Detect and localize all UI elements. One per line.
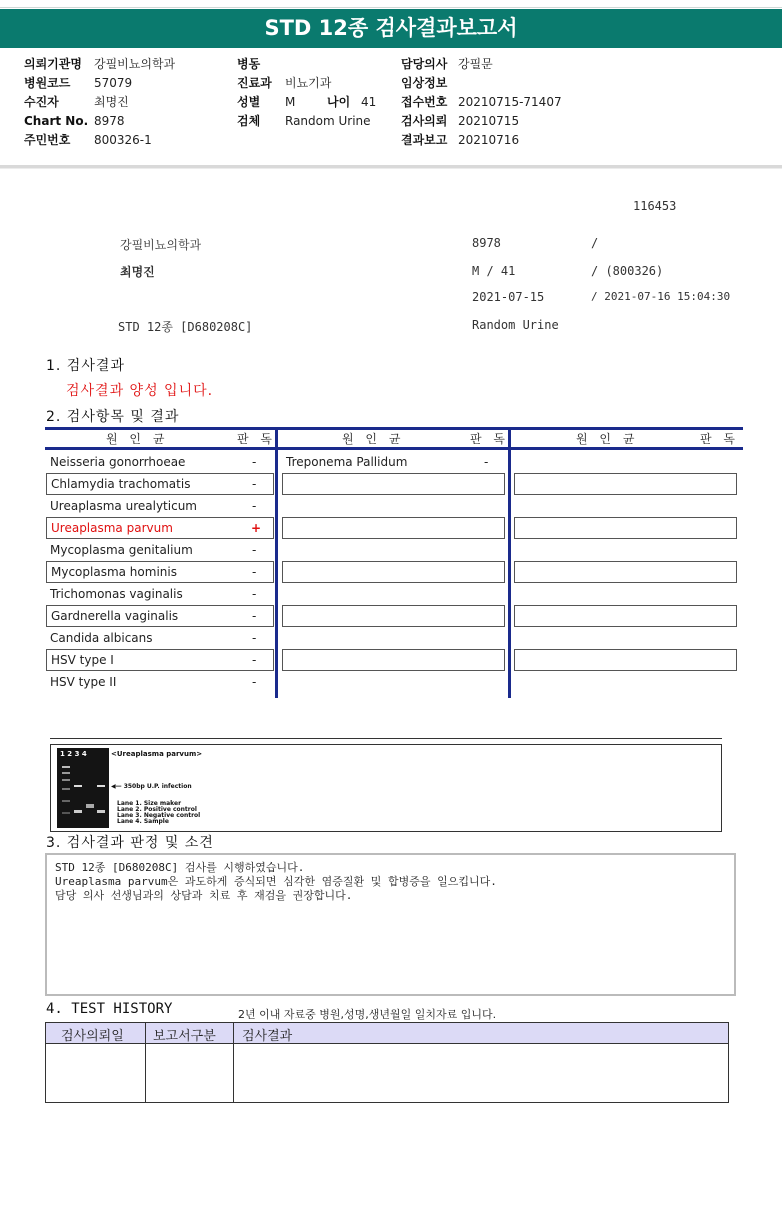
meta-value: 8978 (94, 114, 125, 128)
empty-row-box (514, 561, 737, 583)
organism-name: Mycoplasma hominis (51, 565, 177, 579)
meta-value: 20210716 (458, 133, 520, 147)
organism-name: Treponema Pallidum (286, 455, 408, 469)
organism-row (282, 452, 504, 474)
organism-name: HSV type I (51, 653, 114, 667)
organism-row (46, 561, 274, 583)
gel-band-arrow: ◀— 350bp U.P. infection (111, 783, 192, 790)
organism-result: - (252, 675, 257, 689)
organism-row (46, 473, 274, 495)
meta-value: 800326-1 (94, 133, 152, 147)
info-specimen: Random Urine (472, 318, 559, 332)
empty-row-box (514, 649, 737, 671)
gel-legend-1: Lane 1. Size maker (117, 800, 182, 807)
meta-label: 담당의사 (401, 57, 448, 71)
organism-name: Chlamydia trachomatis (51, 477, 191, 491)
organism-row-positive (46, 517, 274, 539)
grid-header-border (45, 447, 743, 450)
section-2-heading: 2. 검사항목 및 결과 (46, 409, 180, 425)
report-number: 116453 (633, 199, 677, 213)
meta-label: 접수번호 (401, 95, 448, 109)
organism-result: - (252, 565, 257, 579)
history-header-result: 검사결과 (242, 1029, 293, 1044)
meta-col-2 (237, 55, 376, 131)
organism-name: Gardnerella vaginalis (51, 609, 179, 623)
organism-row (46, 540, 274, 562)
meta-label: 진료과 (237, 76, 272, 90)
meta-label: 병원코드 (24, 76, 71, 90)
gel-legend-2: Lane 2. Positive control (117, 806, 197, 813)
organism-result: - (252, 477, 257, 491)
empty-row-box (514, 473, 737, 495)
organism-row (46, 605, 274, 627)
header-organism-3: 원 인 균 (576, 432, 639, 446)
organism-result: - (252, 609, 257, 623)
top-border (0, 0, 782, 8)
organism-name: Trichomonas vaginalis (50, 587, 183, 601)
empty-row-box (282, 649, 505, 671)
info-test-name: STD 12종 [D680208C] (118, 320, 253, 334)
empty-row-box (514, 517, 737, 539)
gel-title: <Ureaplasma parvum> (111, 750, 203, 758)
meta-label: Chart No. (24, 114, 89, 128)
meta-label: 검체 (237, 114, 261, 128)
info-ssn: / (800326) (591, 264, 664, 278)
header-result-3: 판 독 (700, 432, 739, 446)
meta-value: 강필문 (458, 57, 493, 71)
meta-col-1 (24, 55, 175, 150)
gel-band-label: 350bp U.P. infection (123, 783, 192, 790)
organism-result: - (252, 631, 257, 645)
empty-row-box (282, 561, 505, 583)
opinion-line: STD 12종 [D680208C] 검사를 시행하였습니다. (55, 861, 305, 874)
meta-label: 결과보고 (401, 133, 448, 147)
organism-name: Candida albicans (50, 631, 153, 645)
meta-label: 주민번호 (24, 133, 71, 147)
info-patient: 최명진 (120, 265, 155, 279)
organism-row (46, 628, 274, 650)
meta-value: 최명진 (94, 95, 129, 109)
positive-result-text: 검사결과 양성 입니다. (66, 383, 214, 399)
info-date-reported: / 2021-07-16 15:04:30 (591, 290, 731, 303)
meta-label: 성별 (237, 95, 261, 109)
meta-value: Random Urine (285, 114, 371, 128)
meta-label: 검사의뢰 (401, 114, 448, 128)
organism-name: Mycoplasma genitalium (50, 543, 193, 557)
organism-name: Neisseria gonorrhoeae (50, 455, 186, 469)
header-organism-2: 원 인 균 (342, 432, 405, 446)
meta-value: 20210715 (458, 114, 520, 128)
opinion-line: 담당 의사 선생님과의 상담과 치료 후 재검을 권장합니다. (55, 889, 353, 902)
meta-value: 강필비뇨의학과 (94, 57, 176, 71)
meta-label: 병동 (237, 57, 261, 71)
meta-label: 의뢰기관명 (24, 57, 82, 71)
info-chart: 8978 (472, 236, 501, 250)
history-table (45, 1022, 729, 1103)
organism-name: HSV type II (50, 675, 117, 689)
organism-row (46, 496, 274, 518)
organism-result: - (252, 543, 257, 557)
gel-bands-icon (57, 748, 109, 828)
organism-result: - (252, 499, 257, 513)
section-4-heading: 4. TEST HISTORY (46, 1001, 173, 1017)
history-col-divider (145, 1023, 146, 1102)
meta-value: 57079 (94, 76, 133, 90)
organism-result: - (252, 455, 257, 469)
report-title: STD 12종 검사결과보고서 (0, 9, 782, 48)
gel-electrophoresis-image (57, 748, 109, 828)
meta-label: 수진자 (24, 95, 59, 109)
organism-result: - (484, 455, 489, 469)
organism-row (46, 649, 274, 671)
history-col-divider (233, 1023, 234, 1102)
age-value: 41 (361, 95, 377, 109)
info-date-requested: 2021-07-15 (472, 290, 545, 304)
opinion-box (45, 853, 736, 996)
empty-row-box (282, 517, 505, 539)
section-3-heading: 3. 검사결과 판정 및 소견 (46, 835, 214, 851)
meta-label: 임상정보 (401, 76, 448, 90)
header-result-2: 판 독 (470, 432, 509, 446)
organism-result-positive: + (251, 521, 262, 535)
organism-result: - (252, 653, 257, 667)
gel-top-rule (50, 738, 722, 739)
grid-divider-2 (508, 430, 511, 698)
meta-divider-light (0, 168, 782, 169)
history-header-row (46, 1023, 728, 1044)
history-header-request-date: 검사의뢰일 (61, 1029, 124, 1044)
empty-row-box (282, 473, 505, 495)
meta-value: M (285, 95, 296, 109)
organism-name: Ureaplasma urealyticum (50, 499, 197, 513)
meta-col-3 (401, 55, 562, 150)
info-clinic: 강필비뇨의학과 (120, 238, 202, 252)
meta-value: 비뇨기과 (285, 76, 332, 90)
meta-value: 20210715-71407 (458, 95, 562, 109)
section-1-heading: 1. 검사결과 (46, 358, 125, 374)
gel-legend-3: Lane 3. Negative control (117, 812, 201, 819)
organism-row (46, 672, 274, 694)
grid-divider-1 (275, 430, 278, 698)
organism-name: Ureaplasma parvum (51, 521, 173, 535)
header-organism-1: 원 인 균 (106, 432, 169, 446)
age-label: 나이 (327, 95, 351, 109)
organism-row (46, 452, 274, 474)
gel-lane-numbers: 1 2 3 4 (60, 750, 87, 758)
info-chart-sep: / (591, 236, 599, 250)
header-result-1: 판 독 (237, 432, 276, 446)
history-header-report-type: 보고서구분 (153, 1029, 216, 1044)
history-note: 2년 이내 자료중 병원,성명,생년월일 일치자료 입니다. (238, 1008, 497, 1021)
organism-row (46, 584, 274, 606)
info-sex-age: M / 41 (472, 264, 516, 278)
organism-result: - (252, 587, 257, 601)
empty-row-box (282, 605, 505, 627)
empty-row-box (514, 605, 737, 627)
gel-legend-4: Lane 4. Sample (117, 818, 169, 825)
opinion-line: Ureaplasma parvum은 과도하게 증식되면 심각한 염증질환 및 합병증을 일으킵니다. (55, 875, 497, 888)
